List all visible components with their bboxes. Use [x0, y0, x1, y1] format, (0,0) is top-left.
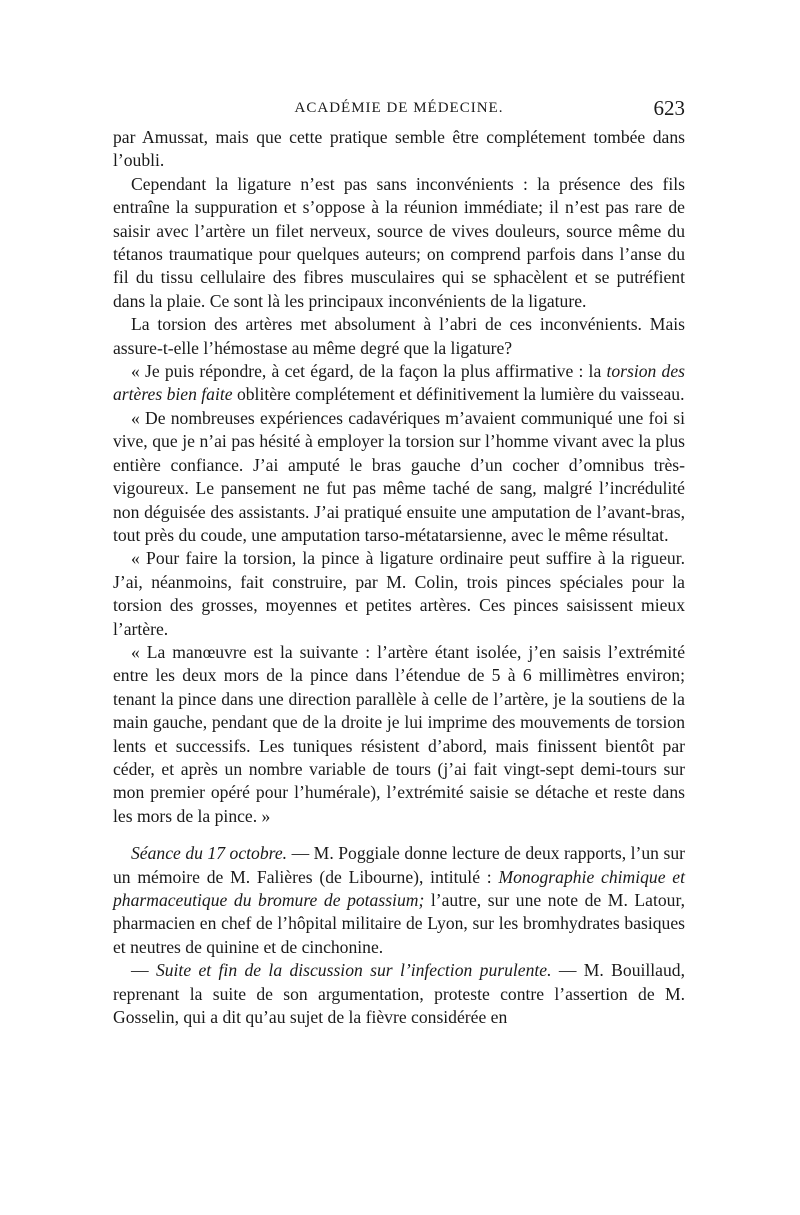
paragraph-4	[113, 360, 685, 407]
italic-run: Monographie chimique et pharmaceutique du bromure de potassium;	[113, 866, 686, 910]
text-run: « Je puis répondre, à cet égard, de la façon la plus affirmative : la	[131, 361, 607, 382]
text-run: par Amussat, mais que cette pratique semble être complétement tombée dans l’oubli.	[113, 127, 685, 171]
page-header	[113, 96, 685, 126]
document-page	[113, 96, 685, 1029]
paragraph-3	[113, 313, 685, 360]
paragraph-9	[113, 959, 685, 1029]
paragraph-2	[113, 173, 685, 313]
text-run: —	[131, 960, 156, 981]
italic-run: torsion des artères bien faite	[113, 361, 685, 405]
paragraph-1	[113, 126, 685, 173]
body-text	[113, 126, 685, 1029]
text-run: « La manœuvre est la suivante : l’artère étant isolée, j’en saisis l’extrémité entre les deux mors de la pince dans l’étendue de 5 à 6 millimètres environ; tenant la pince dans une direction parallèle à celle de l’artère, je la soutiens de la main gauche, pendant que de la droite je lui imprime des mouvements de torsion lents et successifs. Les tuniques résistent d’abord, mais finissent bientôt par céder, et après un nombre variable de tours (j’ai fait vingt-sept demi-tours sur mon premier opéré pour l’humérale), l’extrémité saisie se détache et reste dans les mors de la pince. »	[113, 641, 685, 826]
text-run: « Pour faire la torsion, la pince à ligature ordinaire peut suffire à la rigueur. J’ai, néanmoins, fait construire, par M. Colin, trois pinces spéciales pour la torsion des grosses, moyennes et petites artères. Ces pinces saisissent mieux l’artère.	[113, 548, 685, 639]
text-run: oblitère complétement et définitivement la lumière du vaisseau.	[232, 384, 685, 405]
paragraph-8	[113, 842, 685, 959]
page-number: 623	[653, 96, 685, 120]
paragraph-7	[113, 641, 685, 828]
text-run: La torsion des artères met absolument à l’abri de ces inconvénients. Mais assure-t-elle l’hémostase au même degré que la ligature?	[113, 314, 685, 358]
running-title: ACADÉMIE DE MÉDECINE.	[294, 100, 504, 116]
text-run: l’autre, sur une note de M. Latour, pharmacien en chef de l’hôpital militaire de Lyon, sur les bromhydrates basiques et neutres de quinine et de cinchonine.	[113, 890, 685, 957]
text-run: « De nombreuses expériences cadavériques m’avaient communiqué une foi si vive, que je n’ai pas hésité à employer la torsion sur l’homme vivant avec la plus entière confiance. J’ai amputé le bras gauche d’un cocher d’omnibus très-vigoureux. Le pansement ne fut pas même taché de sang, malgré l’incrédulité non déguisée des assistants. J’ai pratiqué ensuite une amputation de l’avant-bras, tout près du coude, une amputation tarso-métatarsienne, avec le même résultat.	[113, 407, 685, 545]
italic-run: Séance du 17 octobre.	[131, 843, 288, 864]
italic-run: Suite et fin de la discussion sur l’infection purulente.	[155, 960, 552, 981]
paragraph-5	[113, 407, 685, 547]
paragraph-6	[113, 547, 685, 641]
text-run: Cependant la ligature n’est pas sans inconvénients : la présence des fils entraîne la suppuration et s’oppose à la réunion immédiate; il n’est pas rare de saisir avec l’artère un filet nerveux, source de vives douleurs, source même du tétanos traumatique pour quelques auteurs; on comprend parfois dans l’anse du fil du tissu cellulaire des fibres musculaires qui se sphacèlent et se putréfient dans la plaie. Ce sont là les principaux inconvénients de la ligature.	[113, 173, 685, 311]
text-run: — M. Bouillaud, reprenant la suite de son argumentation, proteste contre l’assertion de M. Gosselin, qui a dit qu’au sujet de la fièvre considérée en	[113, 960, 685, 1028]
text-run: — M. Poggiale donne lecture de deux rapports, l’un sur un mémoire de M. Falières (de Libourne), intitulé :	[113, 843, 685, 887]
